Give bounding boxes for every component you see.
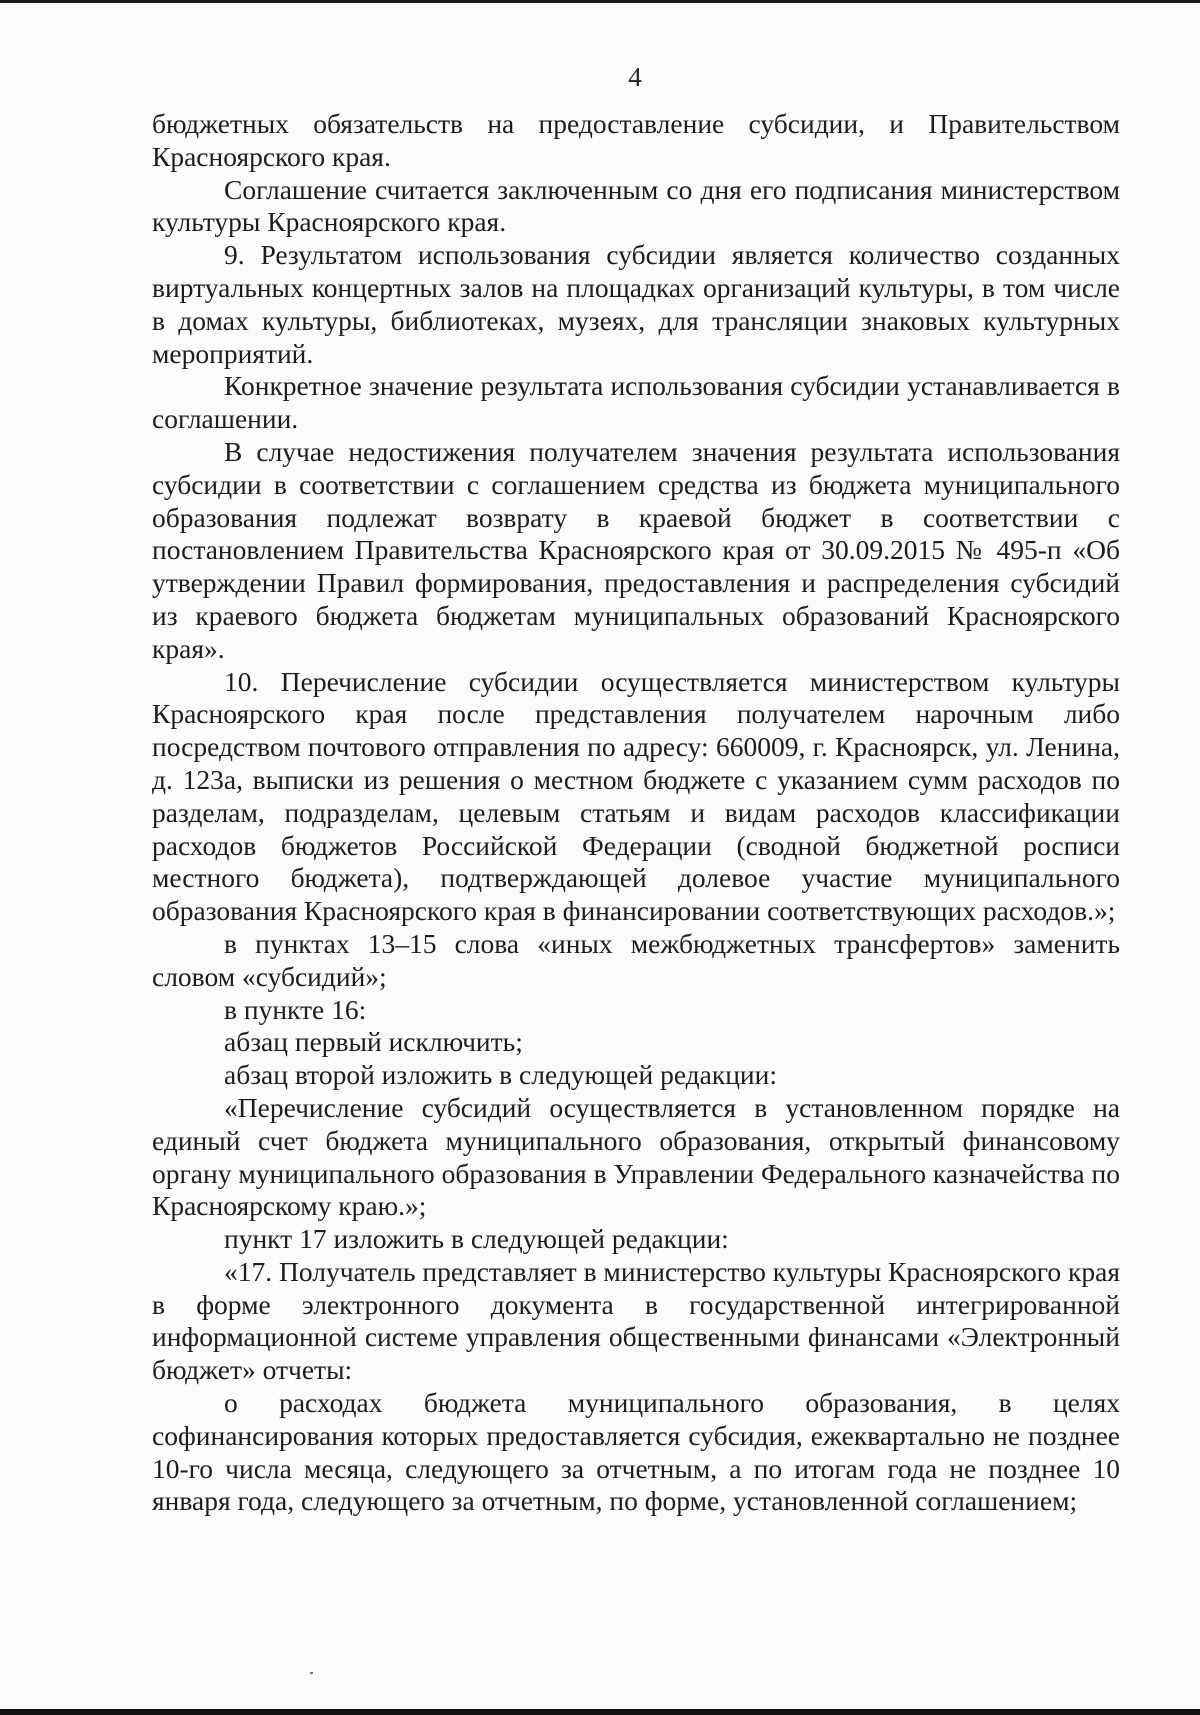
paragraph-non-achievement: В случае недостижения получателем значения результата использования субсидии в соответствии с соглашением средства из бюджета муниципального образования подлежат возврату в краевой бюджет в соответствии с постановлением Правительства Красноярского края от 30.09.2015 № 495-п «Об утверждении Правил формирования, предоставления и распределения субсидий из краевого бюджета бюджетам муниципальных образований Красноярского края». — [152, 435, 1120, 664]
paragraph-item-17-intro: пункт 17 изложить в следующей редакции: — [224, 1223, 729, 1255]
paragraph-items-13-15: в пунктах 13–15 слова «иных межбюджетных трансфертов» заменить словом «субсидий»; — [152, 927, 1120, 992]
paragraph-item-17: «17. Получатель представляет в министерство культуры Красноярского края в форме электронного документа в государственной интегрированной информационной системе управления общественными финансами «Электронный бюджет» отчеты: — [152, 1255, 1120, 1386]
paragraph-continuation: бюджетных обязательств на предоставление субсидии, и Правительством Красноярского края. — [152, 108, 1120, 172]
paragraph-agreement-concluded: Соглашение считается заключенным со дня его подписания министерством культуры Красноярского края. — [152, 173, 1120, 238]
paragraph-first-abzac: абзац первый исключить; — [224, 1026, 523, 1058]
paragraph-transfer-subsidies: «Перечисление субсидий осуществляется в установленном порядке на единый счет бюджета муниципального образования, открытый финансовому органу муниципального образования в Управлении Федерального казначейства по Красноярскому краю.»; — [152, 1091, 1120, 1222]
page-number: 4 — [628, 62, 642, 92]
paragraph-item-16: в пункте 16: — [224, 993, 367, 1025]
scan-speck — [310, 1672, 313, 1674]
scan-top-edge — [0, 0, 1200, 3]
paragraph-item-9: 9. Результатом использования субсидии является количество созданных виртуальных концертных залов на площадках организаций культуры, в том числе в домах культуры, библиотеках, музеях, для трансляции знаковых культурных мероприятий. — [152, 239, 1120, 369]
paragraph-item-10: 10. Перечисление субсидии осуществляется министерством культуры Красноярского края после представления получателем нарочным либо посредством почтового отправления по адресу: 660009, г. Красноярск, ул. Ленина, д. 123а, выписки из решения о местном бюджете с указанием сумм расходов по разделам, подразделам, целевым статьям и видам расходов классификации расходов бюджетов Российской Федерации (сводной бюджетной росписи местного бюджета), подтверждающей долевое участие муниципального образования Красноярского края в финансировании соответствующих расходов.»; — [152, 665, 1120, 927]
scan-bottom-edge — [0, 1709, 1200, 1715]
paragraph-result-value: Конкретное значение результата использования субсидии устанавливается в соглашении. — [152, 370, 1120, 435]
paragraph-expenses-report: о расходах бюджета муниципального образования, в целях софинансирования которых предоставляется субсидия, ежеквартально не позднее 10-го числа месяца, следующего за отчетным, а по итогам года не позднее 10 января года, следующего за отчетным, по форме, установленной соглашением; — [152, 1387, 1120, 1517]
paragraph-second-abzac: абзац второй изложить в следующей редакции: — [224, 1059, 778, 1091]
document-body — [152, 108, 1120, 1518]
